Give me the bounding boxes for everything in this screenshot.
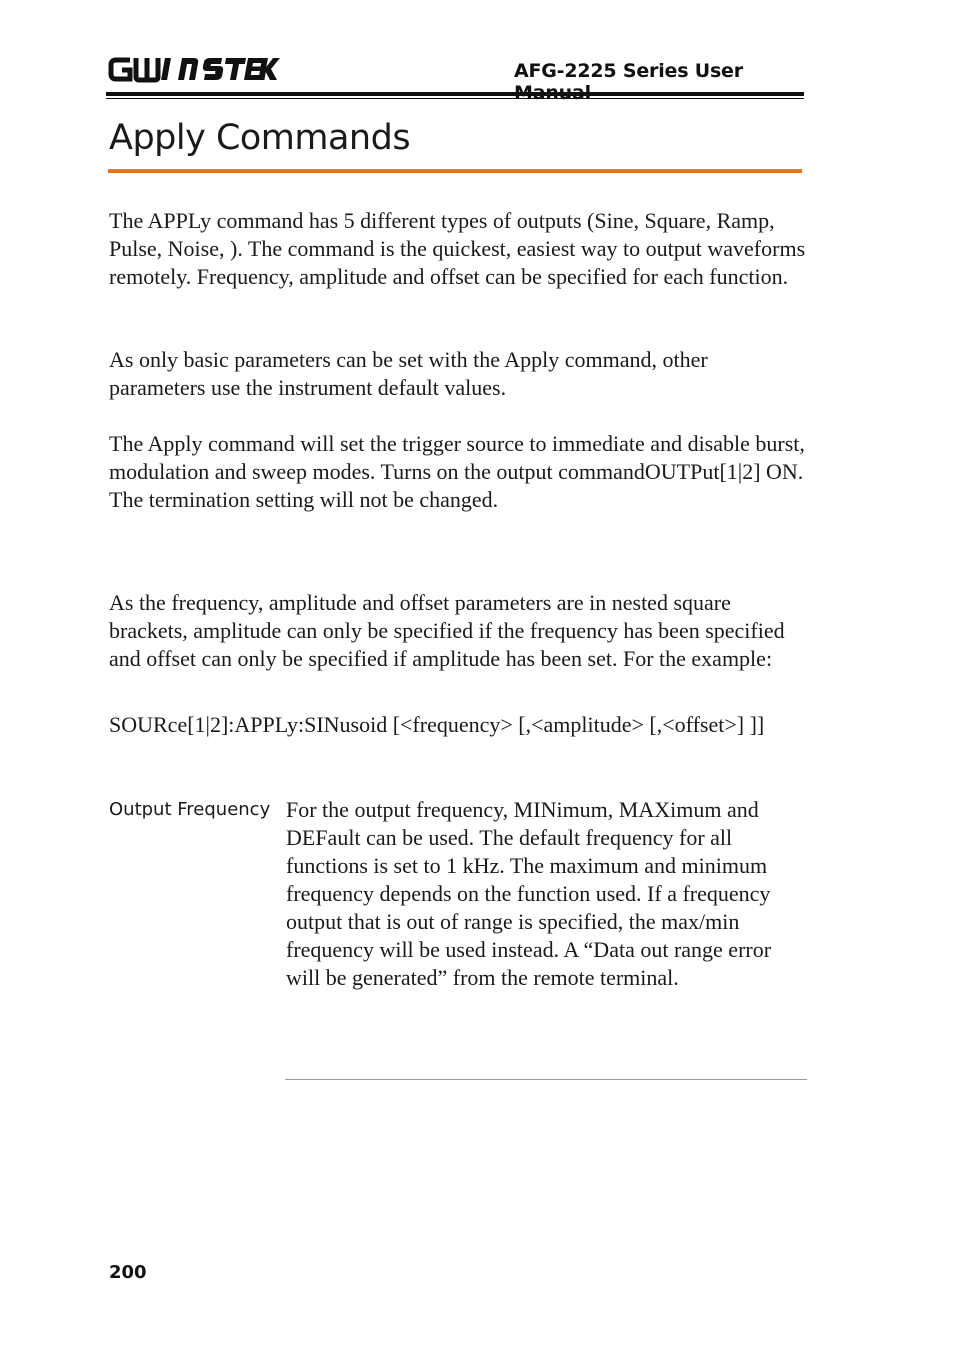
trigger-source-paragraph: The Apply command will set the trigger source to immediate and disable burst, modulation and sweep modes. Turns on the output commandOUTPut[1|2] ON. The termination setting will not be changed. [109, 431, 805, 512]
section-divider [285, 1079, 807, 1080]
basic-parameters-paragraph: As only basic parameters can be set with the Apply command, other parameters use the instrument default values. [109, 347, 708, 400]
command-syntax-example: SOURce[1|2]:APPLy:SINusoid [<frequency> [,<amplitude> [,<offset>] ]] [109, 712, 765, 737]
page-title: Apply Commands [109, 118, 411, 158]
output-frequency-label: Output Frequency [109, 799, 271, 820]
page-number: 200 [109, 1262, 147, 1283]
gw-instek-logo [108, 52, 280, 86]
header-rule-thick [106, 92, 804, 96]
output-frequency-description: For the output frequency, MINimum, MAXimum and DEFault can be used. The default frequency for all functions is set to 1 kHz. The maximum and minimum frequency depends on the function used. If a frequency output that is out of range is specified, the max/min frequency will be used instead. A “Data out range error will be generated” from the remote terminal. [286, 797, 772, 990]
nested-brackets-paragraph: As the frequency, amplitude and offset parameters are in nested square brackets, amplitude can only be specified if the frequency has been specified and offset can only be specified if amplitude has been set. For the example: [109, 590, 785, 671]
apply-intro-paragraph: The APPLy command has 5 different types of outputs (Sine, Square, Ramp, Pulse, Noise, ). The command is the quickest, easiest way to output waveforms remotely. Frequency, amplitude and offset can be specified for each function. [109, 208, 806, 289]
header-rule-thin [106, 98, 804, 99]
title-underline [108, 169, 802, 173]
manual-title: AFG-2225 Series User [514, 60, 743, 82]
